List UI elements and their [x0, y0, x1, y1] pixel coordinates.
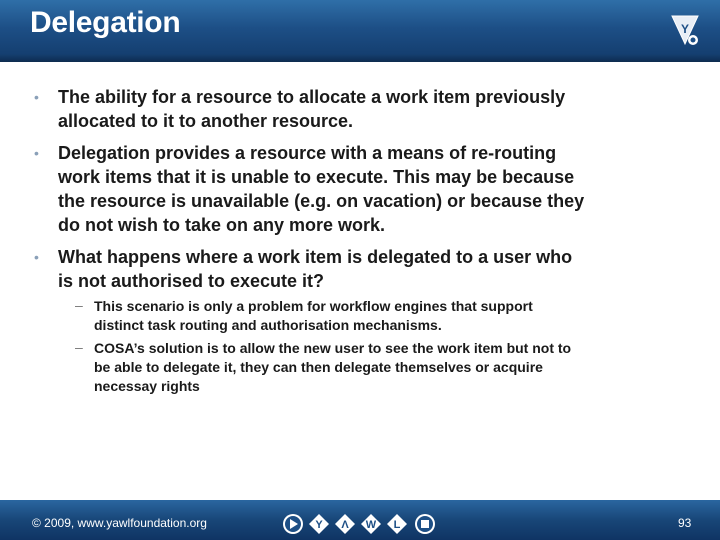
bullet-1-line-2: allocated to it to another resource. — [58, 111, 354, 131]
bullet-marker: • — [34, 89, 39, 105]
a-icon[interactable] — [334, 513, 356, 535]
sub-bullet-2-text — [94, 339, 654, 396]
bullet-3-line-2: is not authorised to execute it? — [58, 271, 325, 291]
svg-text:Y: Y — [680, 22, 690, 36]
sub-bullet-1-line-1: This scenario is only a problem for workflow engines that support — [94, 298, 533, 314]
bullet-2-line-2: work items that it is unable to execute. This may be because — [58, 167, 575, 187]
footer-bar — [0, 500, 720, 540]
bullet-3-line-1: What happens where a work item is delegated to a user who — [58, 247, 573, 267]
bullet-1-line-1: The ability for a resource to allocate a work item previously — [58, 87, 566, 107]
sub-bullet-2-line-1: COSA’s solution is to allow the new user to see the work item but not to — [94, 340, 572, 356]
play-icon[interactable] — [282, 513, 304, 535]
stop-icon[interactable] — [414, 513, 436, 535]
sub-bullet-1-text — [94, 297, 654, 335]
bullet-marker: • — [34, 145, 39, 161]
w-icon[interactable] — [360, 513, 382, 535]
sub-bullet-marker: – — [75, 297, 83, 313]
l-icon[interactable] — [386, 513, 408, 535]
svg-text:Y: Y — [315, 519, 323, 531]
sub-bullet-marker: – — [75, 339, 83, 355]
bullet-2-line-1: Delegation provides a resource with a means of re-routing — [58, 143, 557, 163]
page-number: 93 — [678, 516, 692, 530]
header-bar — [0, 0, 720, 62]
bullet-marker: • — [34, 249, 39, 265]
sub-bullet-2-line-2: be able to delegate it, they can then delegate themselves or acquire — [94, 359, 543, 375]
bullet-2-line-3: the resource is unavailable (e.g. on vacation) or because they — [58, 191, 585, 211]
yawl-logo-icon — [668, 14, 702, 48]
bullet-3-text — [58, 245, 658, 293]
bullet-2-text — [58, 141, 658, 237]
svg-text:L: L — [393, 519, 401, 531]
bullet-2-line-4: do not wish to take on any more work. — [58, 215, 386, 235]
svg-text:Λ: Λ — [341, 519, 349, 531]
sub-bullet-2-line-3: necessay rights — [94, 378, 200, 394]
copyright-text: © 2009, www.yawlfoundation.org — [32, 516, 207, 530]
slide-title: Delegation — [30, 6, 181, 39]
svg-text:W: W — [365, 519, 377, 531]
bullet-1-text — [58, 85, 658, 133]
sub-bullet-1-line-2: distinct task routing and authorisation mechanisms. — [94, 317, 442, 333]
y-icon[interactable] — [308, 513, 330, 535]
